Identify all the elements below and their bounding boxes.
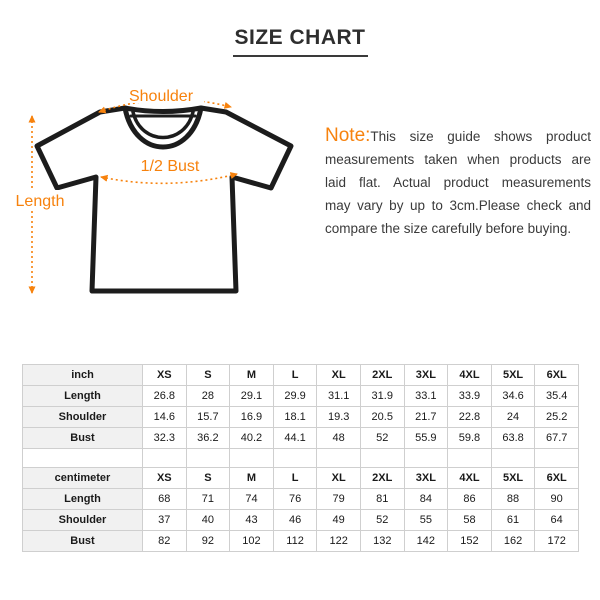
measurement-value: 33.9 xyxy=(448,386,492,407)
header-row xyxy=(23,468,579,489)
measurement-value: 21.7 xyxy=(404,407,448,428)
measurement-value: 132 xyxy=(360,531,404,552)
measurement-value: 88 xyxy=(491,489,535,510)
measurement-value: 58 xyxy=(448,510,492,531)
measurement-value: 152 xyxy=(448,531,492,552)
spacer-cell xyxy=(143,449,187,468)
measurement-value: 82 xyxy=(143,531,187,552)
measurement-value: 102 xyxy=(230,531,274,552)
measurement-value: 26.8 xyxy=(143,386,187,407)
measurement-value: 15.7 xyxy=(186,407,230,428)
row-label: Shoulder xyxy=(23,510,143,531)
spacer-cell xyxy=(230,449,274,468)
spacer-cell xyxy=(273,449,317,468)
measurement-value: 122 xyxy=(317,531,361,552)
row-label: Shoulder xyxy=(23,407,143,428)
measurement-value: 32.3 xyxy=(143,428,187,449)
measurement-value: 79 xyxy=(317,489,361,510)
spacer-row xyxy=(23,449,579,468)
measurement-value: 49 xyxy=(317,510,361,531)
size-column-header: M xyxy=(230,365,274,386)
spacer-cell xyxy=(186,449,230,468)
measurement-value: 43 xyxy=(230,510,274,531)
measurement-value: 81 xyxy=(360,489,404,510)
measurement-value: 68 xyxy=(143,489,187,510)
measurement-value: 29.1 xyxy=(230,386,274,407)
size-column-header: L xyxy=(273,365,317,386)
row-label: Bust xyxy=(23,428,143,449)
measurement-row xyxy=(23,428,579,449)
measurement-value: 63.8 xyxy=(491,428,535,449)
measurement-value: 84 xyxy=(404,489,448,510)
measurement-value: 67.7 xyxy=(535,428,579,449)
size-column-header: XS xyxy=(143,468,187,489)
size-column-header: 5XL xyxy=(491,468,535,489)
measurement-value: 40 xyxy=(186,510,230,531)
measurement-value: 46 xyxy=(273,510,317,531)
measurement-value: 61 xyxy=(491,510,535,531)
size-column-header: 6XL xyxy=(535,468,579,489)
measurement-value: 112 xyxy=(273,531,317,552)
row-label: Bust xyxy=(23,531,143,552)
note-line xyxy=(325,124,591,148)
size-column-header: 5XL xyxy=(491,365,535,386)
measurement-value: 28 xyxy=(186,386,230,407)
measurement-value: 24 xyxy=(491,407,535,428)
measurement-value: 74 xyxy=(230,489,274,510)
measurement-value: 52 xyxy=(360,428,404,449)
spacer-cell xyxy=(404,449,448,468)
size-table xyxy=(22,364,579,552)
size-column-header: 4XL xyxy=(448,365,492,386)
note-line: laid flat. Actual product measurements xyxy=(325,175,591,190)
tshirt-measurement-diagram xyxy=(10,88,320,315)
measurement-row xyxy=(23,489,579,510)
measurement-value: 31.9 xyxy=(360,386,404,407)
page-title xyxy=(0,26,600,57)
measurement-value: 44.1 xyxy=(273,428,317,449)
spacer-cell xyxy=(448,449,492,468)
spacer-cell xyxy=(491,449,535,468)
measurement-value: 92 xyxy=(186,531,230,552)
size-column-header: 6XL xyxy=(535,365,579,386)
measurement-value: 55 xyxy=(404,510,448,531)
row-label: Length xyxy=(23,386,143,407)
page-title-text: SIZE CHART xyxy=(233,26,368,57)
unit-header: inch xyxy=(23,365,143,386)
size-column-header: 2XL xyxy=(360,365,404,386)
measurement-value: 18.1 xyxy=(273,407,317,428)
size-table-body xyxy=(23,365,579,552)
measurement-value: 64 xyxy=(535,510,579,531)
measurement-row xyxy=(23,407,579,428)
size-column-header: 4XL xyxy=(448,468,492,489)
note-line: measurements taken when products are xyxy=(325,152,591,167)
spacer-cell xyxy=(23,449,143,468)
measurement-value: 33.1 xyxy=(404,386,448,407)
size-column-header: L xyxy=(273,468,317,489)
note-line: may vary by up to 3cm.Please check and xyxy=(325,198,591,213)
measurement-value: 40.2 xyxy=(230,428,274,449)
measurement-value: 14.6 xyxy=(143,407,187,428)
measurement-value: 16.9 xyxy=(230,407,274,428)
measurement-value: 34.6 xyxy=(491,386,535,407)
size-column-header: S xyxy=(186,468,230,489)
measurement-value: 142 xyxy=(404,531,448,552)
measurement-value: 86 xyxy=(448,489,492,510)
measurement-value: 55.9 xyxy=(404,428,448,449)
size-column-header: XL xyxy=(317,468,361,489)
measurement-value: 162 xyxy=(491,531,535,552)
spacer-cell xyxy=(360,449,404,468)
measurement-value: 31.1 xyxy=(317,386,361,407)
measurement-value: 48 xyxy=(317,428,361,449)
note-block xyxy=(325,124,591,240)
size-column-header: 3XL xyxy=(404,365,448,386)
measurement-value: 90 xyxy=(535,489,579,510)
measurement-value: 19.3 xyxy=(317,407,361,428)
measurement-value: 71 xyxy=(186,489,230,510)
note-label: Note: xyxy=(325,125,371,146)
measurement-value: 172 xyxy=(535,531,579,552)
measurement-row xyxy=(23,531,579,552)
size-column-header: M xyxy=(230,468,274,489)
measurement-value: 22.8 xyxy=(448,407,492,428)
size-column-header: XS xyxy=(143,365,187,386)
spacer-cell xyxy=(535,449,579,468)
spacer-cell xyxy=(317,449,361,468)
measurement-value: 29.9 xyxy=(273,386,317,407)
size-column-header: 3XL xyxy=(404,468,448,489)
size-column-header: XL xyxy=(317,365,361,386)
tshirt-outline xyxy=(37,108,291,291)
measurement-value: 20.5 xyxy=(360,407,404,428)
measurement-value: 35.4 xyxy=(535,386,579,407)
measurement-row xyxy=(23,510,579,531)
measurement-value: 59.8 xyxy=(448,428,492,449)
measurement-row xyxy=(23,386,579,407)
note-text: This size guide shows product xyxy=(370,129,591,144)
measurement-value: 36.2 xyxy=(186,428,230,449)
bust-label: 1/2 Bust xyxy=(140,158,200,175)
measurement-value: 37 xyxy=(143,510,187,531)
header-row xyxy=(23,365,579,386)
size-column-header: S xyxy=(186,365,230,386)
shoulder-label: Shoulder xyxy=(128,88,194,105)
row-label: Length xyxy=(23,489,143,510)
measurement-value: 76 xyxy=(273,489,317,510)
length-label: Length xyxy=(15,193,65,210)
measurement-value: 25.2 xyxy=(535,407,579,428)
size-column-header: 2XL xyxy=(360,468,404,489)
note-line: compare the size carefully before buying. xyxy=(325,221,572,236)
unit-header: centimeter xyxy=(23,468,143,489)
measurement-value: 52 xyxy=(360,510,404,531)
